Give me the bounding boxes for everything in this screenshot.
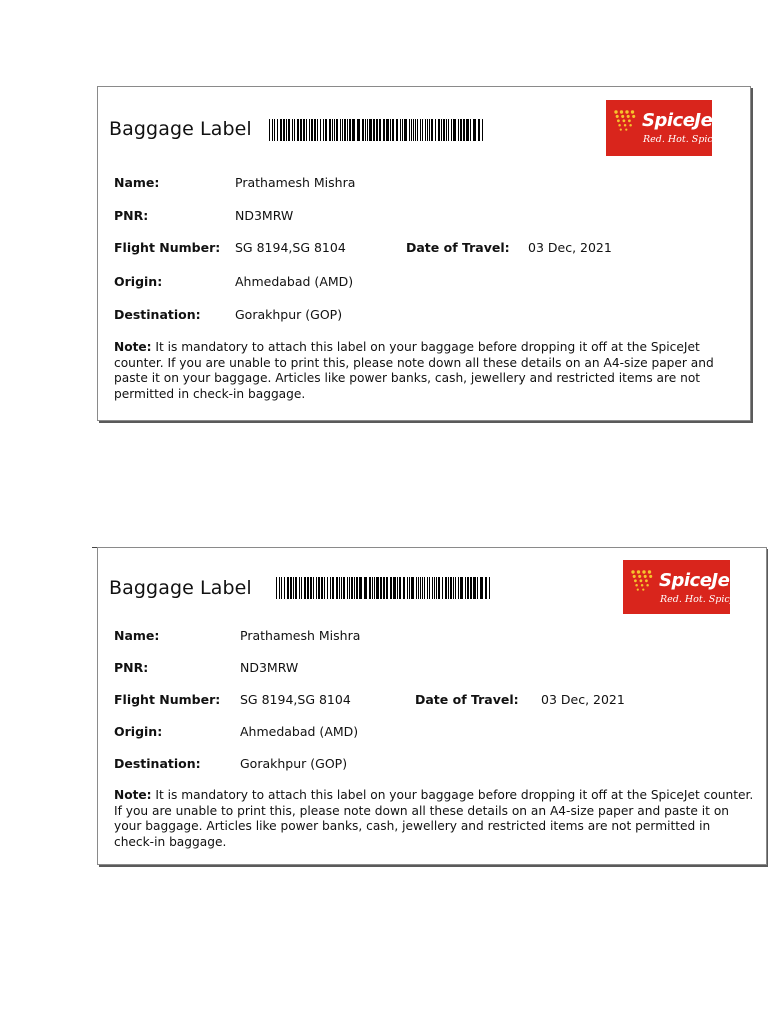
barcode-bar — [458, 119, 459, 141]
barcode-bar — [294, 119, 295, 141]
label-title: Baggage Label — [109, 118, 252, 140]
barcode-bar — [448, 577, 449, 599]
barcode-bar — [369, 577, 371, 599]
logo-dot — [629, 124, 632, 127]
barcode-bar — [418, 577, 419, 599]
barcode-bar — [362, 119, 364, 141]
barcode-bar — [403, 577, 405, 599]
logo-dot — [618, 124, 621, 127]
barcode-bar — [359, 577, 362, 599]
flight-number-value: SG 8194,SG 8104 — [240, 692, 351, 707]
barcode-bar — [480, 577, 483, 599]
note-label: Note: — [114, 788, 152, 802]
spicejet-logo — [606, 100, 721, 156]
logo-dot — [628, 119, 631, 122]
barcode-bar — [390, 577, 392, 599]
logo-dot — [635, 584, 638, 587]
pnr-value: ND3MRW — [235, 208, 294, 223]
destination-value: Gorakhpur (GOP) — [240, 756, 348, 771]
barcode-bar — [438, 119, 440, 141]
barcode-bar — [301, 577, 302, 599]
barcode-bar — [279, 577, 280, 599]
barcode-bar — [352, 119, 355, 141]
barcode-bar — [286, 119, 287, 141]
logo-tagline: Red. Hot. Spicy. — [643, 134, 720, 145]
date-of-travel-value: 03 Dec, 2021 — [528, 240, 612, 255]
barcode-bar — [386, 119, 389, 141]
barcode-bar — [417, 119, 418, 141]
barcode-bar — [316, 577, 317, 599]
barcode-bar — [365, 119, 366, 141]
barcode-bar — [327, 577, 328, 599]
barcode-bar — [283, 119, 285, 141]
barcode-bar — [399, 577, 401, 599]
destination-label: Destination: — [114, 756, 201, 771]
barcode-bar — [442, 577, 443, 599]
barcode-bar — [277, 119, 278, 141]
logo-dot — [646, 584, 649, 587]
barcode-bar — [329, 119, 331, 141]
logo-dot — [633, 575, 636, 578]
name-value: Prathamesh Mishra — [235, 175, 356, 190]
barcode — [269, 119, 484, 141]
barcode-bar — [465, 577, 466, 599]
barcode-bar — [287, 577, 289, 599]
barcode-bar — [441, 119, 442, 141]
barcode-bar — [392, 119, 394, 141]
barcode-bar — [422, 577, 423, 599]
barcode-bar — [409, 119, 410, 141]
barcode-bar — [284, 577, 285, 599]
barcode-bar — [314, 119, 316, 141]
barcode-bar — [473, 577, 476, 599]
barcode-bar — [478, 119, 480, 141]
barcode-bar — [463, 119, 465, 141]
name-label: Name: — [114, 175, 160, 190]
logo-brand: SpiceJet — [642, 110, 721, 131]
flight-number-label: Flight Number: — [114, 692, 221, 707]
logo-dot — [617, 119, 620, 122]
logo-dot — [638, 575, 641, 578]
barcode-bar — [425, 119, 426, 141]
barcode-bar — [413, 119, 414, 141]
barcode-bar — [354, 577, 355, 599]
barcode-bar — [280, 119, 282, 141]
barcode-bar — [344, 119, 346, 141]
barcode-bar — [467, 577, 469, 599]
flight-number-value: SG 8194,SG 8104 — [235, 240, 346, 255]
barcode-bar — [409, 577, 410, 599]
barcode-bar — [435, 119, 436, 141]
barcode-bar — [453, 119, 456, 141]
barcode-bar — [411, 119, 412, 141]
barcode-bar — [420, 119, 421, 141]
barcode-bar — [295, 577, 297, 599]
baggage-note — [114, 788, 754, 850]
barcode-bar — [309, 119, 310, 141]
barcode-bar — [489, 577, 490, 599]
barcode-bar — [416, 577, 417, 599]
logo-brand: SpiceJet — [659, 570, 738, 591]
barcode-bar — [356, 577, 358, 599]
barcode-bar — [293, 577, 294, 599]
barcode-bar — [367, 119, 368, 141]
pnr-label: PNR: — [114, 660, 149, 675]
note-text: It is mandatory to attach this label on your baggage before dropping it off at the SpiceJet counter. If you are unable to print this, please note down all these details on an A4-size paper and paste it on your baggage. Articles like power banks, cash, jewellery and restricted items are not permitted in check-in baggage. — [114, 340, 714, 401]
barcode-bar — [321, 577, 323, 599]
barcode-bar — [334, 119, 335, 141]
barcode-bar — [400, 119, 401, 141]
barcode-bar — [422, 119, 423, 141]
barcode-bar — [311, 119, 313, 141]
logo-dot — [627, 115, 630, 118]
spicejet-logo — [623, 560, 738, 614]
barcode-bar — [470, 119, 471, 141]
barcode-bar — [332, 119, 333, 141]
barcode-bar — [466, 119, 469, 141]
barcode-bar — [431, 119, 433, 141]
barcode-bar — [349, 119, 351, 141]
origin-label: Origin: — [114, 274, 163, 289]
baggage-note — [114, 340, 742, 402]
barcode-bar — [347, 119, 348, 141]
barcode-bar — [292, 119, 293, 141]
date-of-travel-label: Date of Travel: — [406, 240, 510, 255]
baggage-label-card — [97, 547, 767, 865]
barcode-bar — [269, 119, 270, 141]
barcode-bar — [482, 119, 483, 141]
barcode-bar — [402, 119, 403, 141]
pnr-value: ND3MRW — [240, 660, 299, 675]
barcode-bar — [407, 577, 408, 599]
barcode-bar — [373, 119, 375, 141]
barcode-bar — [458, 577, 459, 599]
barcode-bar — [276, 577, 277, 599]
barcode-bar — [357, 119, 360, 141]
logo-dot — [616, 115, 619, 118]
barcode-bar — [304, 577, 306, 599]
barcode-bar — [299, 577, 300, 599]
barcode-bar — [364, 577, 367, 599]
barcode-bar — [446, 119, 447, 141]
logo-dot — [624, 124, 627, 127]
date-of-travel-label: Date of Travel: — [415, 692, 519, 707]
barcode-bar — [332, 577, 334, 599]
logo-dot — [631, 110, 634, 113]
logo-dot — [625, 110, 628, 113]
name-label: Name: — [114, 628, 160, 643]
logo-dot — [649, 575, 652, 578]
barcode-bar — [288, 119, 290, 141]
logo-dot — [648, 570, 651, 573]
barcode-bar — [274, 119, 275, 141]
logo-dot — [644, 575, 647, 578]
barcode-bar — [451, 119, 452, 141]
logo-dot — [621, 115, 624, 118]
baggage-label-card — [97, 86, 751, 421]
barcode-bar — [324, 577, 325, 599]
origin-label: Origin: — [114, 724, 163, 739]
barcode-bar — [404, 119, 407, 141]
barcode-bar — [281, 577, 282, 599]
barcode-bar — [310, 577, 312, 599]
name-value: Prathamesh Mishra — [240, 628, 361, 643]
logo-dots-icon — [612, 109, 642, 133]
barcode-bar — [379, 119, 381, 141]
barcode-bar — [390, 119, 391, 141]
logo-dot — [641, 584, 644, 587]
barcode-bar — [420, 577, 421, 599]
barcode-bar — [411, 577, 414, 599]
barcode-bar — [272, 119, 273, 141]
barcode-bar — [460, 577, 463, 599]
barcode-bar — [434, 577, 435, 599]
barcode-bar — [336, 119, 338, 141]
barcode-bar — [336, 577, 338, 599]
logo-dots-icon — [629, 569, 659, 593]
barcode-bar — [340, 119, 341, 141]
logo-dot — [642, 589, 644, 591]
barcode — [276, 577, 491, 599]
barcode-bar — [318, 577, 320, 599]
origin-value: Ahmedabad (AMD) — [235, 274, 354, 289]
barcode-bar — [396, 119, 398, 141]
barcode-bar — [453, 577, 454, 599]
barcode-bar — [432, 577, 433, 599]
barcode-bar — [376, 119, 378, 141]
barcode-bar — [436, 577, 437, 599]
logo-dot — [631, 570, 634, 573]
barcode-bar — [376, 577, 379, 599]
barcode-bar — [339, 577, 340, 599]
barcode-bar — [427, 119, 428, 141]
barcode-bar — [415, 119, 416, 141]
logo-tagline: Red. Hot. Spicy. — [660, 594, 737, 605]
logo-dot — [620, 129, 622, 131]
barcode-bar — [303, 119, 305, 141]
logo-dot — [640, 579, 643, 582]
barcode-bar — [450, 577, 452, 599]
barcode-bar — [427, 577, 428, 599]
barcode-bar — [429, 119, 430, 141]
logo-dot — [632, 115, 635, 118]
logo-dot — [625, 129, 627, 131]
pnr-label: PNR: — [114, 208, 149, 223]
logo-dot — [645, 579, 648, 582]
note-label: Note: — [114, 340, 152, 354]
barcode-bar — [323, 119, 324, 141]
barcode-bar — [297, 119, 299, 141]
barcode-bar — [342, 119, 343, 141]
origin-value: Ahmedabad (AMD) — [240, 724, 359, 739]
barcode-bar — [485, 577, 487, 599]
logo-dot — [642, 570, 645, 573]
logo-dot — [637, 570, 640, 573]
barcode-bar — [341, 577, 342, 599]
barcode-bar — [307, 577, 309, 599]
barcode-bar — [369, 119, 372, 141]
label-title: Baggage Label — [109, 577, 252, 599]
barcode-bar — [290, 577, 292, 599]
barcode-bar — [343, 577, 345, 599]
logo-dot — [614, 110, 617, 113]
barcode-bar — [477, 577, 478, 599]
barcode-bar — [386, 577, 388, 599]
barcode-bar — [429, 577, 430, 599]
barcode-bar — [349, 577, 350, 599]
barcode-bar — [300, 119, 302, 141]
barcode-bar — [374, 577, 375, 599]
note-text: It is mandatory to attach this label on your baggage before dropping it off at the SpiceJet counter. If you are unable to print this, please note down all these details on an A4-size paper and paste it on your baggage. Articles like power banks, cash, jewellery and restricted items are not permitted in check-in baggage. — [114, 788, 754, 849]
destination-label: Destination: — [114, 307, 201, 322]
barcode-bar — [317, 119, 318, 141]
barcode-bar — [443, 119, 445, 141]
logo-dot — [637, 589, 639, 591]
barcode-bar — [380, 577, 382, 599]
barcode-bar — [448, 119, 449, 141]
barcode-bar — [372, 577, 373, 599]
logo-dot — [634, 579, 637, 582]
barcode-bar — [393, 577, 396, 599]
logo-dot — [620, 110, 623, 113]
logo-dot — [623, 119, 626, 122]
barcode-bar — [347, 577, 348, 599]
barcode-bar — [473, 119, 476, 141]
barcode-bar — [320, 119, 321, 141]
flight-number-label: Flight Number: — [114, 240, 221, 255]
barcode-bar — [460, 119, 462, 141]
barcode-bar — [351, 577, 353, 599]
barcode-bar — [397, 577, 398, 599]
destination-value: Gorakhpur (GOP) — [235, 307, 343, 322]
barcode-bar — [470, 577, 472, 599]
barcode-bar — [455, 577, 456, 599]
barcode-bar — [383, 119, 385, 141]
barcode-bar — [424, 577, 425, 599]
barcode-bar — [330, 577, 331, 599]
barcode-bar — [383, 577, 385, 599]
barcode-bar — [438, 577, 440, 599]
barcode-bar — [445, 577, 447, 599]
barcode-bar — [325, 119, 327, 141]
barcode-bar — [306, 119, 307, 141]
date-of-travel-value: 03 Dec, 2021 — [541, 692, 625, 707]
barcode-bar — [313, 577, 314, 599]
